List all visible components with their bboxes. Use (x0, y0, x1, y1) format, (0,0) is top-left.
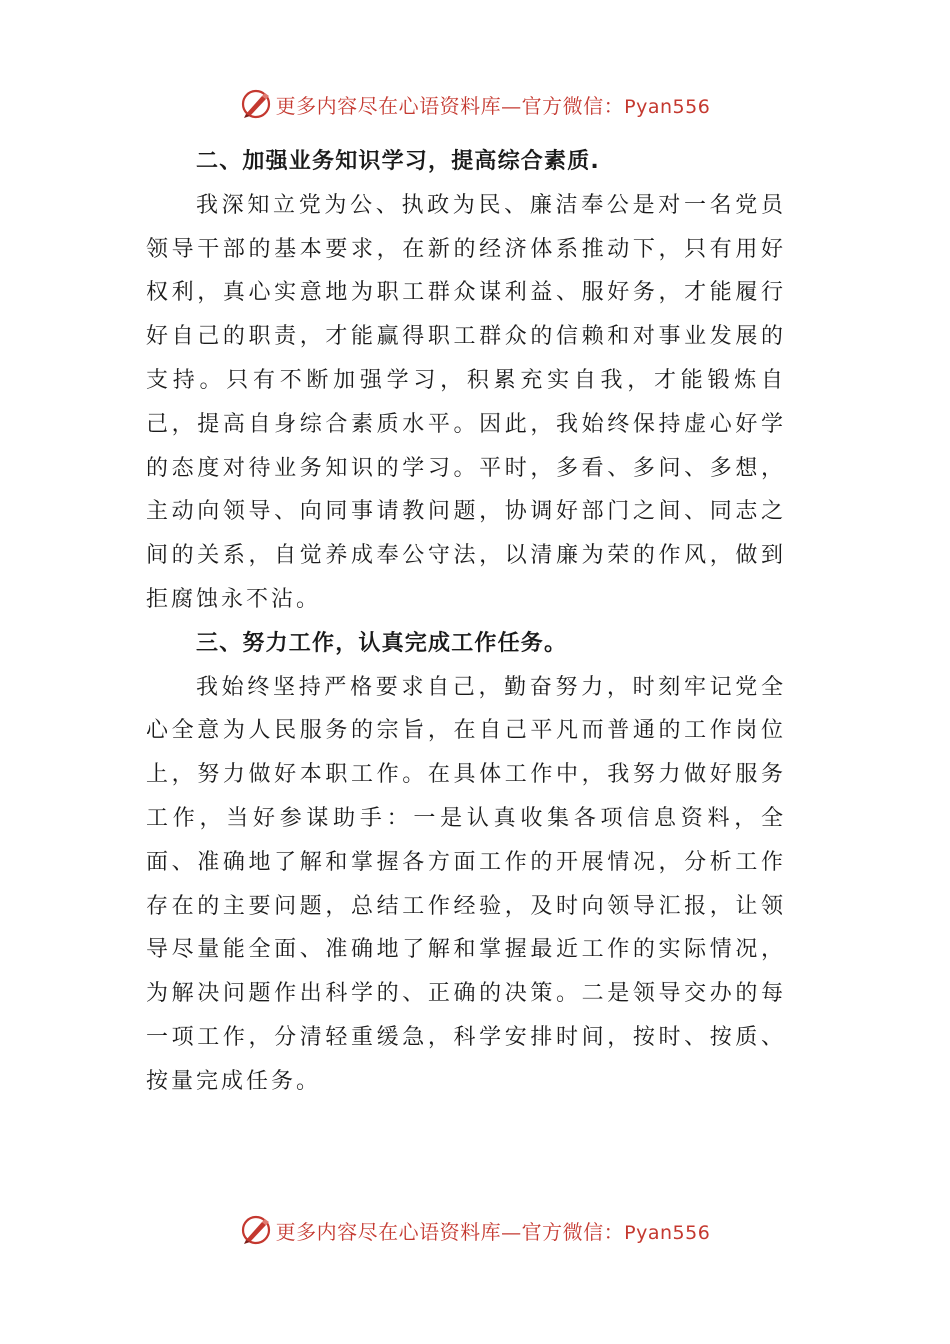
header-banner (0, 86, 950, 122)
section-heading: 二、加强业务知识学习，提高综合素质. (196, 149, 600, 174)
wechat-id: Pyan556 (624, 95, 711, 118)
pen-logo-icon (240, 1214, 272, 1246)
section-paragraph: 我始终坚持严格要求自己，勤奋努力，时刻牢记党全心全意为人民服务的宗旨，在自己平凡而普通的工作岗位上，努力做好本职工作。在具体工作中，我努力做好服务工作，当好参谋助手：一是认真收集各项信息资料，全面、准确地了解和掌握各方面工作的开展情况，分析工作存在的主要问题，总结工作经验，及时向领导汇报，让领导尽量能全面、准确地了解和掌握最近工作的实际情况，为解决问题作出科学的、正确的决策。二是领导交办的每一项工作，分清轻重缓急，科学安排时间，按时、按质、按量完成任务。 (146, 674, 786, 1094)
footer-banner-text: 更多内容尽在心语资料库—官方微信：Pyan556 (275, 1219, 711, 1244)
document-body (146, 140, 786, 1104)
wechat-id: Pyan556 (624, 1221, 711, 1244)
pen-logo-icon (240, 88, 272, 120)
header-banner-text: 更多内容尽在心语资料库—官方微信：Pyan556 (275, 93, 711, 118)
section-paragraph: 我深知立党为公、执政为民、廉洁奉公是对一名党员领导干部的基本要求，在新的经济体系推动下，只有用好权利，真心实意地为职工群众谋利益、服好务，才能履行好自己的职责，才能赢得职工群众的信赖和对事业发展的支持。只有不断加强学习，积累充实自我，才能锻炼自己，提高自身综合素质水平。因此，我始终保持虚心好学的态度对待业务知识的学习。平时，多看、多问、多想，主动向领导、向同事请教问题，协调好部门之间、同志之间的关系，自觉养成奉公守法，以清廉为荣的作风，做到拒腐蚀永不沾。 (146, 192, 786, 612)
footer-banner (0, 1212, 950, 1248)
section-heading: 三、努力工作，认真完成工作任务。 (196, 630, 568, 656)
